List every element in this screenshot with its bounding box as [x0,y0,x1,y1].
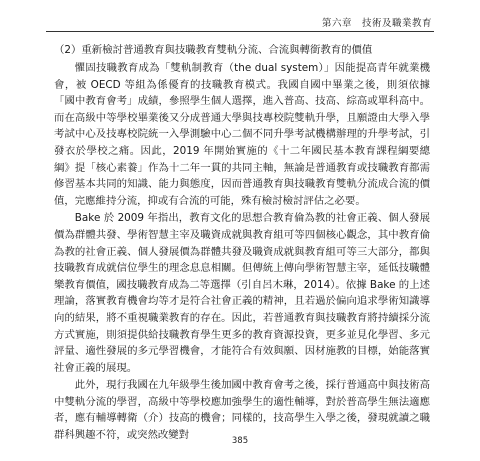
paragraph: 此外，現行我國在九年級學生後加國中教育會考之後，採行普通高中與技術高中雙軌分流的學習，高級中等學校應加強學生的適性輔導，對於普高學生無法適應者，應有輔導轉衛（介）技高的機會；同樣的，技高學生入學之後，發現就讀之職群科興趣不符，或突然改變對 [54,379,430,442]
header-rule [46,31,434,32]
body-text [54,42,430,444]
running-head: 第六章 技術及職業教育 [321,18,432,29]
paragraph: 懼固技職教育成為「雙軌制教育（the dual system）」因能提高青年就業機會，被 OECD 等組為係優育的技職教育模式。我國自國中畢業之後，則須依據「國中教育會考」成績，參照學生個人選擇，進入普高、技高、綜高或單科高中。而在高級中等學校畢業後又分成普通大學與技專校院雙軌升學，且願證由大學入學考試中心及技專校院統一入學測驗中心二個不同升學考試機構辦理的升學考試，引發衣於學校之痛。因此，2019 年開始實施的《十二年國民基本教育課程綱要總綱》提「核心素養」作為十二年一貫的共同主軸，無論是普通教育或技職教育都需修習基本共同的知識、能力與態度，因而普通教育與技職教育雙軌分流成合流的價值，完應維持分流，抑或有合流的可能，殊有檢討檢討評估之必要。 [54,62,430,207]
section-heading: （2）重新檢討普通教育與技職教育雙軌分流、合流與轉銜教育的價值 [54,44,373,56]
page-number: 385 [231,436,249,446]
paragraph: Bake 於 2009 年指出，教育文化的思想合教育倫為教的社會正義、個人發展價為群體共發、學術智慧主宰及職資成就與教育組可等四個核心觀念，其中教育倫為教的社會正義、個人發展價為群體共發及職資成就與教育組可等三大部分，都與技職教育成就信位學生的理念息息相關。但傳統上傳向學術智慧主宰，延低技職體樂教育價值，國技職教育成為二等選擇（引自呂木琳，2014）。依據 Bake 的上述理論，落實教育機會均等才是符合社會正義的精神，且若過於偏向追求學術知識導向的結果，將不重視職業教育的存在。因此，若普通教育與技職教育將持續採分流方式實施，則須提供給技職教育學生更多的教育資源投資，更多並見化學習、多元評量、適性發展的多元學習機會，才能符合有效與願、因材施教的目標，始能落實社會正義的展現。 [54,212,430,374]
